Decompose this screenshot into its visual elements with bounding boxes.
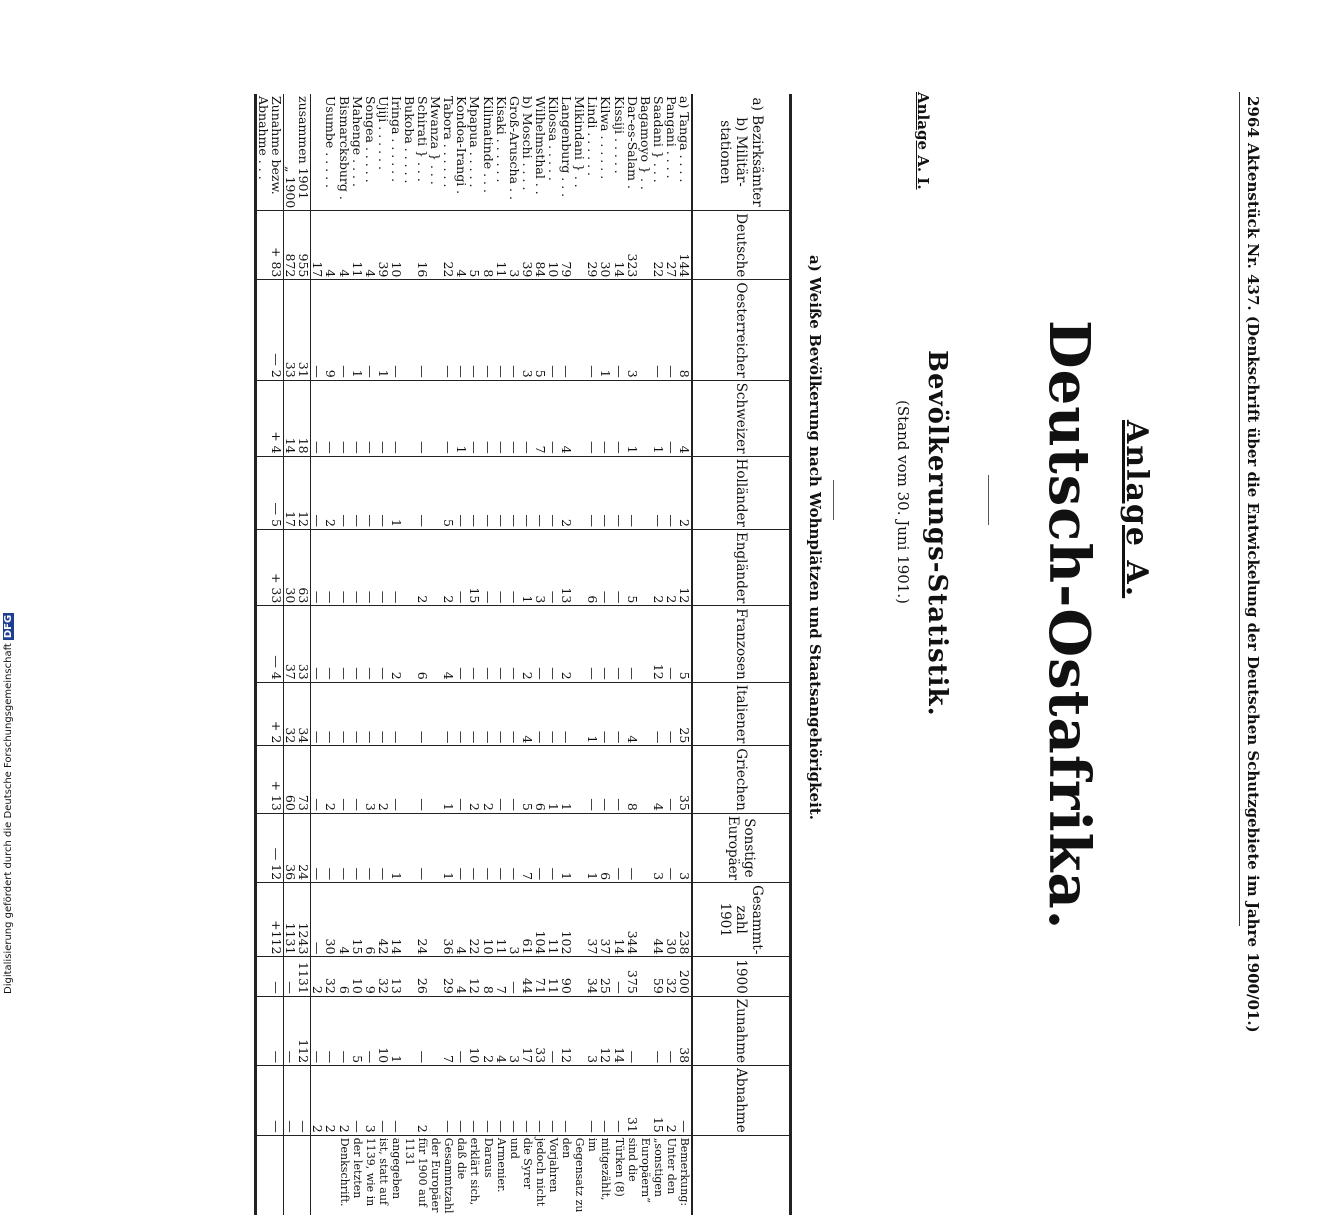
cell-delta-sonstige: — 12 [255,813,283,882]
section-heading: a) Weiße Bevölkerung nach Wohnplätzen und Staatsangehörigkeit. [806,255,824,820]
header-gesamt-1901 [692,883,791,957]
anlage-subtitle-text: Anlage A. I. [914,92,932,190]
cell-delta-franzosen: — 4 [255,606,283,682]
anlage-subtitle [914,92,932,190]
cell-sonstige: 3 — 3 — — 6 1 1 — — 7 — — — — — 1 — 1 — — — — — — [311,813,692,882]
header-englaender: Engländer [692,529,791,605]
cell-delta-oesterreicher: — 2 [255,280,283,380]
cell-sum-zunahme: 112 — [284,996,311,1065]
dfg-logo: DFG [3,614,14,639]
header-italiener: Italiener [692,682,791,746]
cell-sum-hollaender: 12 17 [284,456,311,529]
cell-sum-bemerkung [284,1135,311,1215]
cell-sum-schweizer: 18 14 [284,380,311,456]
header-bemerkung [692,1135,791,1215]
cell-sum-italiener: 34 32 [284,682,311,746]
cell-sum-englaender: 63 30 [284,529,311,605]
statistics-date: (Stand vom 30. Juni 1901.) [894,400,912,604]
running-head-rule [1239,92,1240,926]
cell-delta-deutsche: + 83 [255,211,283,280]
header-year-1901: 1901 [717,902,733,937]
cell-sum-griechen: 73 60 [284,746,311,813]
cell-italiener: 25 — — 4 — — 1 — — — 4 — — — — — — — — — — — — — — [311,682,692,746]
cell-sum-gesamt-1900: 1131 — [284,957,311,996]
cell-delta-englaender: + 33 [255,529,283,605]
statistics-title: Bevölkerungs-Statistik. [922,350,952,717]
cell-delta-schweizer: + 4 [255,380,283,456]
cell-delta-italiener: + 2 [255,682,283,746]
cell-hollaender: 2 — — — — — — 2 — — — — — — — — 5 — 1 — — — — 2 — [311,456,692,529]
cell-delta-abnahme: — [255,1066,283,1136]
table-header [692,94,791,1215]
cell-zunahme: 38 — — — 14 12 3 12 — 33 17 3 4 2 10 — 7 — 1 10 — 5 — — — [311,996,692,1065]
sum-label-1901: zusammen 1901 [296,96,312,200]
cell-deutsche: 144 27 22 323 14 30 29 79 10 84 39 3 11 8 5 4 22 16 10 39 4 11 4 4 17 [311,211,692,280]
running-head-text: 2964 Aktenstück Nr. 437. (Denkschrift über die Entwickelung der Deutschen Schutzgebiete im Jahre 1900/01.) [1244,96,1262,1033]
table-row-change [255,94,283,1215]
cell-sum-franzosen: 33 37 [284,606,311,682]
header-gesamt-1900: 1900 [692,957,791,996]
digitization-credit [3,613,14,994]
cell-sum-sonstige: 24 36 [284,813,311,882]
title-divider [988,475,989,525]
cell-delta-hollaender: — 5 [255,456,283,529]
cell-sum-deutsche: 955 872 [284,211,311,280]
header-sonstige: Sonstige Europäer [692,813,791,882]
cell-gesamt-1901: 238 30 44 344 14 37 37 102 11 104 61 3 11 10 22 4 36 24 14 42 6 15 4 30 — [311,883,692,957]
anlage-title: Anlage A. [1119,420,1154,599]
cell-places: a) Tanga . . . . Pangani . . . . Saadani } . . . Bagamoyo } . . Dar-es-Salam . Kissiji . . . . . Kilwa . . . . . . Lindi . . . . . . Mikindani } . . Langenburg . . . Kilossa . . . . . Wilhelmsthal . . b) Moschi . . . . Groß-Aruscha . . Kisaki . . . . . . Kilimatinde . . . Mpapua . . . . . Kondoa-Irangi . Tabora . . . . . . Mwanza } . . . Schirati } . . . Bukoba . . . . . Iringa . . . . . . Ujiji . . . . . . Songea . . . . . Mahenge . . . . Bismarcksburg . Usumbe . . . . . [323,96,692,200]
cell-franzosen: 5 — 12 — — — — 2 — — 2 — — — — — 4 6 2 — — — — — — [311,606,692,682]
cell-sum-gesamt-1901: 1243 1131 [284,883,311,957]
cell-delta-gesamt-1901: +112 [255,883,283,957]
cell-sum-label [284,94,311,211]
cell-gesamt-1900: 200 32 59 375 — 25 34 90 11 71 44 — 7 8 12 4 29 26 13 32 9 10 6 32 2 [311,957,692,996]
header-abnahme: Abnahme [692,1066,791,1136]
header-deutsche: Deutsche [692,211,791,280]
cell-delta-label: Zunahme bezw. Abnahme . . . [255,94,283,211]
table-row-totals [284,94,311,1215]
digitization-credit-text: Digitalisierung gefördert durch die Deutsche Forschungsgemeinschaft [3,643,14,994]
cell-delta-zunahme: — [255,996,283,1065]
cell-abnahme: — 2 15 31 — — — — — — — — — — — — — 2 — — 3 — 2 2 2 [311,1066,692,1136]
cell-bemerkung: Bemerkung: Unter den „sonstigen Europäern“ sind die Türken (8) mitgezählt, im Gegensatz zu den Vorjahren jedoch nicht die Syrer und Armenier. Daraus erklärt sich, daß die Gesammtzahl der Europäer für 1900 auf 1131 angegeben ist, statt auf 1139, wie in der letzten Denkschrift. [311,1135,692,1215]
header-place: a) Bezirksämter b) Militär-stationen [692,94,791,211]
table-row-places [311,94,692,1215]
header-zunahme: Zunahme [692,996,791,1065]
cell-delta-griechen: + 13 [255,746,283,813]
main-title: Deutsch-Ostafrika. [1036,320,1102,931]
cell-delta-bemerkung [255,1135,283,1215]
population-table [254,94,792,1215]
header-gesamt: Gesammt-zahl [733,885,765,955]
cell-englaender: 12 2 2 5 — — 6 13 — 3 1 — — — 15 — 2 2 — — — — — — — [311,529,692,605]
cell-sum-oesterreicher: 31 33 [284,280,311,380]
header-hollaender: Holländer [692,456,791,529]
sum-label-1900: „ 1900 [283,166,299,209]
header-franzosen: Franzosen [692,606,791,682]
cell-griechen: 35 — 4 8 — — — 1 1 6 5 — — 2 2 — 1 — — 2 3 — — 2 — [311,746,692,813]
header-oesterreicher: Oesterreicher [692,280,791,380]
header-griechen: Griechen [692,746,791,813]
cell-schweizer: 4 — 1 1 — — — 4 — 7 — — — — — 1 — — — — — — — — — [311,380,692,456]
subtitle-divider [833,480,834,520]
cell-sum-abnahme: — — [284,1066,311,1136]
cell-oesterreicher: 8 — — 3 — 1 — — — 5 3 — — — — — — — — 1 — 1 — 9 — [311,280,692,380]
cell-delta-gesamt-1900: — [255,957,283,996]
header-schweizer: Schweizer [692,380,791,456]
running-head [1244,96,1262,1033]
